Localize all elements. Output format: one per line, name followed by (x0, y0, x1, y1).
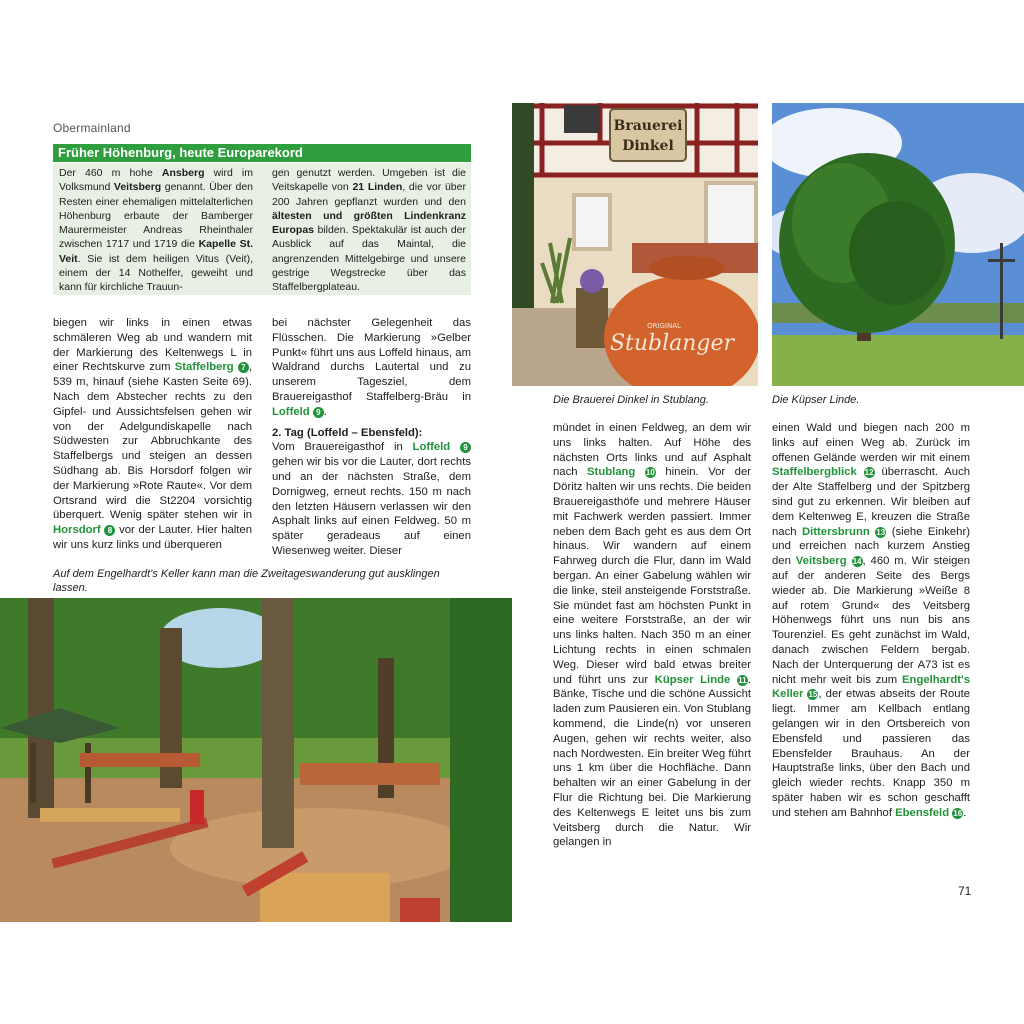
text-run: , 460 m. Wir steigen auf der anderen Seite des Bergs wieder ab. Die Markierung »Weiße 8 auf rotem Grund« des Veitsberg Höhenwegs führt uns nun bis ans Tourenziel. Es geht zunächst im Wald, danach zwischen Feldern bergab. Nach der Unterquerung der A73 ist es nicht mehr weit bis zum (772, 555, 970, 686)
text-run: vor der Lauter. Hier halten wir uns kurz links und überqueren (53, 524, 253, 551)
waypoint-name: Staffelbergblick (772, 466, 857, 479)
info-box-col1 (59, 166, 253, 295)
text-run: Vom Brauereigasthof in (272, 441, 413, 454)
text-column-2 (272, 316, 471, 559)
waypoint-name: Stublang (587, 466, 636, 479)
text-run: überrascht. Auch der Alte Staffelberg und der Spitzberg sind gut zu erkennen. Wir bleiben auf dem Keltenweg E, kreuzen die Straße nach (772, 466, 970, 538)
text-run: , der etwas abseits der Route liegt. Immer am Kellbach entlang gelangen wir in den Ortsbereich von Ebensfeld und passieren das Ebensfelder Brauhaus. An der Hauptstraße links, über den Bach und gleich wieder rechts. Knapp 350 m später haben wir es schon geschafft und stehen am Bahnhof (772, 688, 971, 819)
info-box-title: Früher Höhenburg, heute Europarekord (53, 144, 471, 162)
waypoint-number-badge: 11 (738, 675, 747, 685)
waypoint-name: Loffeld (272, 405, 310, 418)
text-column-4 (772, 421, 970, 821)
text-run: biegen wir links in einen etwas schmäleren Weg ab und wandern mit der Markierung des Keltenwegs L in einer Rechtskurve zum (53, 317, 252, 374)
text-column-3 (553, 421, 751, 850)
text-column-2-part-b (272, 440, 471, 558)
waypoint-name: Dittersbrunn (801, 525, 870, 538)
kettle-text-small: ORIGINAL (647, 322, 681, 330)
bold-text: Ansberg (161, 167, 205, 179)
photo-brewery (512, 103, 758, 386)
info-box-col2 (272, 166, 466, 295)
page-number: 71 (958, 884, 972, 898)
bold-text: Veitsberg (113, 181, 162, 194)
waypoint-number-badge: 13 (876, 527, 886, 537)
section-label: Obermainland (53, 121, 131, 135)
text-run: . (323, 405, 327, 418)
waypoint-name: Engelhardt's Keller (772, 673, 970, 701)
waypoint-number-badge: 15 (808, 690, 818, 700)
text-run: wird im Volksmund (59, 167, 253, 194)
text-run: (siehe Einkehr) und erreichen nach kurzem Anstieg den (772, 525, 970, 568)
text-run: einen Wald und biegen nach 200 m links auf einen Weg ab. Zurück im offenen Gelände werden wir mit einem (772, 422, 970, 464)
photo-linde (772, 103, 1024, 386)
brewery-illustration (512, 103, 758, 386)
waypoint-number-badge: 12 (864, 468, 874, 478)
text-run: hinein. Vor der Döritz halten wir uns rechts. Die beiden Brauereigasthöfe und mehrere Häuser mit Fachwerk werden passiert. Immer neben dem Bach geht es aus dem Ort hinaus. Wir wandern auf einem Fahrweg durch die Flur, dann im Wald bergan. An einer Gabelung wählen wir die linke, steil ansteigende Forststraße. Sie mündet fast am höchsten Punkt in eine weitere Forststraße, an der wir uns links halten. Nach 350 m an einer Lichtung rechts in einen schmalen Weg. Dieser wird bald etwas breiter und führt uns zur (553, 466, 751, 686)
text-run: . Sie ist dem heiligen Vitus (Veit), einem der 14 Nothelfer, geweiht und kann für kirchliche Trauun- (59, 252, 253, 294)
beer-garden-illustration (0, 598, 512, 922)
text-column-1 (53, 316, 252, 553)
waypoint-name: Loffeld (412, 441, 451, 454)
text-run: . (963, 806, 967, 819)
waypoint-name: Ebensfeld (895, 806, 950, 819)
text-run: genannt. Über den Resten einer ehemaligen mittelalterlichen Höhenburg erbaute der Bamberger Maurermeister Andreas Rheinthaler zwischen 1717 und 1719 die (59, 181, 254, 251)
bold-text: 21 Linden (352, 181, 403, 194)
linde-illustration (772, 103, 1024, 386)
text-run: Der 460 m hohe (59, 167, 162, 179)
waypoint-number-badge: 10 (645, 468, 655, 478)
bold-text: ältesten und größten Lindenkranz Europas (272, 209, 466, 237)
bold-text: Kapelle St. Veit (59, 238, 253, 265)
text-run: gen genutzt werden. Umgeben ist die Veitskapelle von (272, 167, 466, 194)
text-run: . Bänke, Tische und die schöne Aussicht laden zum Pausieren ein. Von Stublang kommend, die Linde(n) vor unseren Augen, gehen wir rechts weiter, also nach Nordwesten. Ein breiter Weg führt uns 1 km über die Hochfläche. Dann behalten wir an einer Gabelung in der Flur die Richtung bei. Die Markierung des Keltenwegs E leitet uns bis zum Veitsberg durch die Natur. Wir gelangen in (553, 673, 751, 849)
waypoint-number-badge: 9 (313, 407, 324, 418)
waypoint-name: Veitsberg (795, 555, 847, 568)
waypoint-number-badge: 7 (238, 362, 249, 373)
caption-linde: Die Küpser Linde. (772, 394, 860, 406)
waypoint-name: Staffelberg (174, 361, 234, 374)
waypoint-number-badge: 16 (953, 808, 963, 818)
brewery-sign-line2: Dinkel (622, 138, 674, 154)
text-run: , die vor über 200 Jahren gepflanzt wurden und den (272, 181, 466, 208)
caption-brewery: Die Brauerei Dinkel in Stublang. (553, 394, 709, 406)
photo-beer-garden (0, 598, 512, 922)
waypoint-name: Horsdorf (53, 524, 101, 537)
text-run: bilden. Spektakulär ist auch der Ausblick auf das Maintal, die angrenzenden Mittelgebirge und unsere gestrige Wegstrecke über das Staffelbergplateau. (272, 224, 466, 294)
kettle-text-big: Stublanger (609, 331, 735, 356)
text-column-2-part-a (272, 316, 471, 420)
text-run: gehen wir bis vor die Lauter, dort rechts und an der nächsten Straße, dem Dornigweg, erneut rechts. 150 m nach den letzten Häusern verlassen wir den Asphalt links auf einen Feldweg. 50 m später geradeaus auf einen Wiesenweg weiter. Dieser (272, 456, 471, 557)
waypoint-number-badge: 9 (460, 442, 471, 453)
text-run: , 539 m, hinauf (siehe Kasten Seite 69). Nach dem Abstecher rechts zu den Gipfel- und Aussichtsfelsen gehen wir von der Adelgundiskapelle nach Südwesten zur Abbruchkante des Staffelbergs und steigen an dessen Südhang ab. Bis Horsdorf folgen wir der Markierung »Rote Raute«. Vor dem Ortsrand wird die St2204 vorsichtig überquert. Wenig später stehen wir in (53, 361, 252, 522)
waypoint-number-badge: 14 (852, 557, 862, 567)
caption-beer-garden: Auf dem Engelhardt's Keller kann man die Zweitageswanderung gut ausklingen lassen. (53, 568, 440, 594)
text-run: bei nächster Gelegenheit das Flüsschen. Die Markierung »Gelber Punkt« führt uns aus Loffeld hinaus, am Waldrand durchs Lautertal und zu unserem Tagesziel, dem Brauereigasthof Staffelberg-Bräu in (272, 317, 471, 403)
brewery-sign-line1: Brauerei (613, 118, 683, 134)
waypoint-number-badge: 8 (104, 525, 115, 536)
day2-heading: 2. Tag (Loffeld – Ebensfeld): (272, 426, 423, 439)
waypoint-name: Küpser Linde (654, 673, 731, 686)
text-run: mündet in einen Feldweg, an dem wir uns links halten. Auf Höhe des nächsten Orts links und auf Asphalt nach (553, 422, 751, 479)
